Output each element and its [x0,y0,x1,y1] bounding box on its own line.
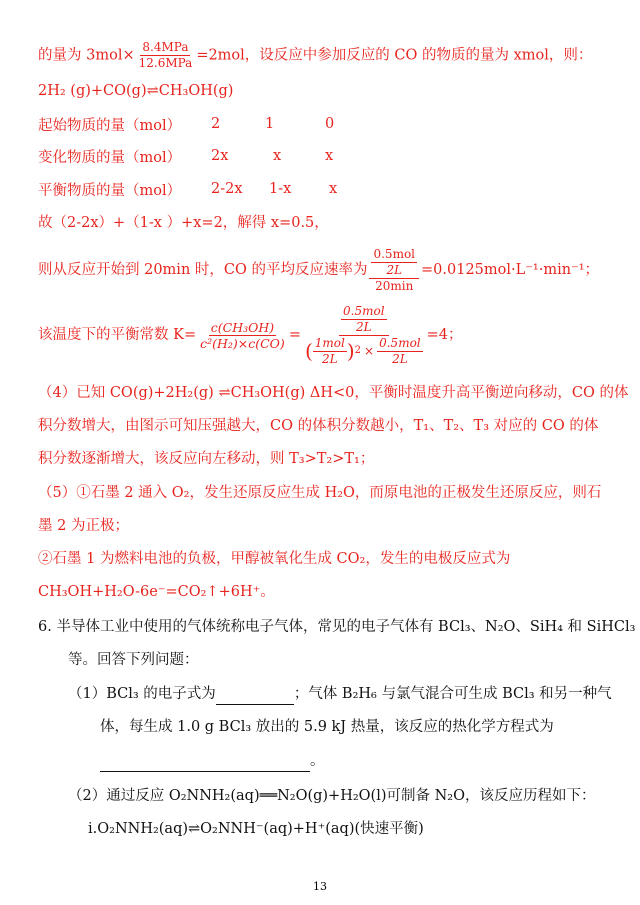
p5-line-4: CH₃OH+H₂O-6e⁻=CO₂↑+6H⁺。 [38,584,275,600]
red-line-rate: 则从反应开始到 20min 时，CO 的平均反应速率为 $\frac{\frac{\text{0.5mol}}{2L}}{20\min}$ =0.0125mol·L⁻¹·min⁻¹； [38,246,600,293]
p4-line-1: （4）已知 CO(g)+2H₂(g) ⇌CH₃OH(g) ΔH<0，平衡时温度升高平衡逆向移动，CO 的体 [38,385,629,401]
row-eq-val-3: x [329,181,338,197]
p5-line-1: （5）①石墨 2 通入 O₂，发生还原反应生成 H₂O，而原电池的正极发生还原反应，则石 [38,485,602,501]
row-start-val-1: 2 [211,116,221,132]
k-value-fraction: $\frac{\text{0.5mol}}{2L}$ ( $\frac{\text{1mol}}{2L}$ ) 2 × $\frac{\text{0.5mol}}{2L}$ [304,303,421,366]
p5-line-3: ②石墨 1 为燃料电池的负极，甲醇被氧化生成 CO₂，发生的电极反应式为 [38,551,511,567]
row-start-val-3: 0 [325,116,335,132]
rate-fraction: $\frac{\frac{\text{0.5mol}}{2L}}{20\min}$ [369,247,419,294]
row-change-val-1: 2x [211,148,229,164]
row-change-val-3: x [325,148,334,164]
row-eq-val-2: 1-x [269,181,292,197]
row-eq-val-1: 2-2x [211,181,243,197]
p5-line-2: 墨 2 为正极； [38,518,129,534]
row-start-label: 起始物质的量（mol） [38,118,182,134]
q6-sub2-line: （2）通过反应 O₂NNH₂(aq)══N₂O(g)+H₂O(l)可制备 N₂O，该反应历程如下： [68,788,596,804]
answer-blank-1[interactable] [216,684,294,705]
row-change-val-2: x [273,148,282,164]
row-start-val-2: 1 [265,116,275,132]
q6-line-1: 6. 半导体工业中使用的气体统称电子气体，常见的电子气体有 BCl₃、N₂O、SiH₄ 和 SiHCl₃ [38,619,636,635]
p4-line-2: 积分数增大，由图示可知压强越大，CO 的体积分数越小，T₁、T₂、T₃ 对应的 CO 的体 [38,418,599,434]
red-line-solve: 故（2-2x）+（1-x ）+x=2，解得 x=0.5， [38,215,329,231]
q6-sub1-line-3: 。 [100,751,325,772]
page-number: 13 [313,880,327,893]
q6-sub2-step-i: i.O₂NNH₂(aq)⇌O₂NNH⁻(aq)+H⁺(aq)(快速平衡) [88,821,424,837]
q6-sub1-line-2: 体，每生成 1.0 g BCl₃ 放出的 5.9 kJ 热量，该反应的热化学方程式为 [100,719,554,735]
red-line-k: 该温度下的平衡常数 K= $\frac{\text{c(CH₃OH)}}{\text{c²(H₂)×c(CO)}}$ = $\frac{\text{0.5mol}}{2L}$ ( $\frac{\text{1mol}}{2L}$ ) 2 × $\frac{\text{0.5mol}}{2L}$ =4； [38,303,463,366]
red-line-equation: 2H₂ (g)+CO(g)⇌CH₃OH(g) [38,83,234,99]
row-change-label: 变化物质的量（mol） [38,150,182,166]
p4-line-3: 积分数逐渐增大，该反应向左移动，则 T₃>T₂>T₁； [38,451,375,467]
k-fraction: $\frac{\text{c(CH₃OH)}}{\text{c²(H₂)×c(CO)}}$ [200,319,285,351]
row-eq-label: 平衡物质的量（mol） [38,183,182,199]
q6-line-2: 等。回答下列问题： [68,652,199,668]
q6-sub1-line-1: （1）BCl₃ 的电子式为 ；气体 B₂H₆ 与氯气混合可生成 BCl₃ 和另一种气 [68,684,612,705]
pressure-fraction: $\frac{\text{8.4MPa}}{\text{12.6MPa}}$ [138,40,193,70]
red-line-amount: 的量为 3mol× $\frac{\text{8.4MPa}}{\text{12.6MPa}}$ =2mol，设反应中参加反应的 CO 的物质的量为 xmol，则： [38,40,593,70]
answer-blank-2[interactable] [100,751,310,772]
